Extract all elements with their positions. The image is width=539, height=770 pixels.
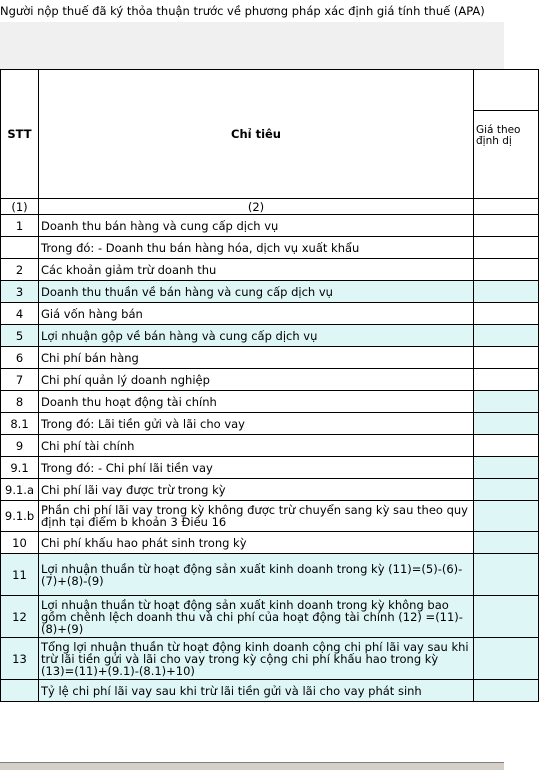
row-label: Doanh thu thuần về bán hàng và cung cấp dịch vụ xyxy=(39,281,474,303)
row-stt: 2 xyxy=(1,259,39,281)
spreadsheet-table xyxy=(0,69,539,702)
row-stt: 9.1.a xyxy=(1,479,39,501)
header-gia-partial: Giá theo định dị xyxy=(474,111,539,199)
row-label: Lợi nhuận thuần từ hoạt động sản xuất kinh doanh trong kỳ không bao gồm chênh lệch doanh thu và chi phí của hoạt động tài chính (12) =(11)-(8)+(9) xyxy=(39,596,474,638)
value-cell[interactable] xyxy=(474,596,539,638)
value-cell[interactable] xyxy=(474,325,539,347)
value-cell[interactable] xyxy=(474,435,539,457)
table-row[interactable] xyxy=(1,457,539,479)
value-cell[interactable] xyxy=(474,638,539,680)
row-label: Doanh thu hoạt động tài chính xyxy=(39,391,474,413)
table-row[interactable] xyxy=(1,435,539,457)
col-num-1: (1) xyxy=(1,199,39,215)
table-row[interactable] xyxy=(1,638,539,680)
table-row[interactable] xyxy=(1,680,539,702)
row-stt: 8 xyxy=(1,391,39,413)
table-row[interactable] xyxy=(1,259,539,281)
row-stt: 8.1 xyxy=(1,413,39,435)
table-row[interactable] xyxy=(1,303,539,325)
value-cell[interactable] xyxy=(474,680,539,702)
row-stt: 7 xyxy=(1,369,39,391)
table-row[interactable] xyxy=(1,596,539,638)
table-row[interactable] xyxy=(1,215,539,237)
row-label: Lợi nhuận thuần từ hoạt động sản xuất kinh doanh trong kỳ (11)=(5)-(6)-(7)+(8)-(9) xyxy=(39,554,474,596)
col-num-3 xyxy=(474,199,539,215)
row-label: Trong đó: - Chi phí lãi tiền vay xyxy=(39,457,474,479)
form-title-line: Người nộp thuế đã ký thỏa thuận trước về phương pháp xác định giá tính thuế (APA) xyxy=(0,0,504,22)
table-row[interactable] xyxy=(1,325,539,347)
header-spacer xyxy=(0,22,504,69)
value-cell[interactable] xyxy=(474,281,539,303)
header-stt: STT xyxy=(1,70,39,199)
value-cell[interactable] xyxy=(474,237,539,259)
table-row[interactable] xyxy=(1,554,539,596)
row-label: Chi phí quản lý doanh nghiệp xyxy=(39,369,474,391)
row-label: Tỷ lệ chi phí lãi vay sau khi trừ lãi tiền gửi và lãi cho vay phát sinh xyxy=(39,680,474,702)
table-row[interactable] xyxy=(1,281,539,303)
value-cell[interactable] xyxy=(474,215,539,237)
row-stt: 9.1 xyxy=(1,457,39,479)
row-stt: 10 xyxy=(1,532,39,554)
table-row[interactable] xyxy=(1,479,539,501)
row-stt: 6 xyxy=(1,347,39,369)
row-label: Trong đó: - Doanh thu bán hàng hóa, dịch vụ xuất khẩu xyxy=(39,237,474,259)
value-cell[interactable] xyxy=(474,479,539,501)
header-group-cell xyxy=(474,70,539,111)
row-label: Các khoản giảm trừ doanh thu xyxy=(39,259,474,281)
row-label: Phần chi phí lãi vay trong kỳ không được trừ chuyển sang kỳ sau theo quy định tại điểm b khoản 3 Điều 16 xyxy=(39,501,474,532)
row-label: Chi phí bán hàng xyxy=(39,347,474,369)
value-cell[interactable] xyxy=(474,532,539,554)
row-stt: 4 xyxy=(1,303,39,325)
col-num-2: (2) xyxy=(39,199,474,215)
row-stt: 12 xyxy=(1,596,39,638)
value-cell[interactable] xyxy=(474,413,539,435)
table-row[interactable] xyxy=(1,532,539,554)
header-chi-tieu: Chỉ tiêu xyxy=(39,70,474,199)
value-cell[interactable] xyxy=(474,391,539,413)
table-row[interactable] xyxy=(1,501,539,532)
value-cell[interactable] xyxy=(474,303,539,325)
table-row[interactable] xyxy=(1,347,539,369)
row-stt: 5 xyxy=(1,325,39,347)
value-cell[interactable] xyxy=(474,259,539,281)
sheet-tab-bar xyxy=(0,762,504,770)
row-label: Chi phí lãi vay được trừ trong kỳ xyxy=(39,479,474,501)
row-stt: 3 xyxy=(1,281,39,303)
row-stt: 9 xyxy=(1,435,39,457)
value-cell[interactable] xyxy=(474,369,539,391)
row-label: Trong đó: Lãi tiền gửi và lãi cho vay xyxy=(39,413,474,435)
row-label: Lợi nhuận gộp về bán hàng và cung cấp dịch vụ xyxy=(39,325,474,347)
row-stt: 11 xyxy=(1,554,39,596)
value-cell[interactable] xyxy=(474,457,539,479)
row-label: Tổng lợi nhuận thuần từ hoạt động kinh doanh cộng chi phí lãi vay sau khi trừ lãi tiền gửi và lãi cho vay trong kỳ cộng chi phí khấu hao trong kỳ (13)=(11)+(9.1)-(8.1)+10) xyxy=(39,638,474,680)
row-label: Chi phí khấu hao phát sinh trong kỳ xyxy=(39,532,474,554)
row-stt xyxy=(1,237,39,259)
row-stt: 9.1.b xyxy=(1,501,39,532)
row-stt: 13 xyxy=(1,638,39,680)
value-cell[interactable] xyxy=(474,347,539,369)
table-row[interactable] xyxy=(1,369,539,391)
row-label: Chi phí tài chính xyxy=(39,435,474,457)
value-cell[interactable] xyxy=(474,554,539,596)
row-label: Giá vốn hàng bán xyxy=(39,303,474,325)
value-cell[interactable] xyxy=(474,501,539,532)
table-row[interactable] xyxy=(1,391,539,413)
row-stt: 1 xyxy=(1,215,39,237)
table-row[interactable] xyxy=(1,413,539,435)
table-row[interactable] xyxy=(1,237,539,259)
row-stt xyxy=(1,680,39,702)
row-label: Doanh thu bán hàng và cung cấp dịch vụ xyxy=(39,215,474,237)
